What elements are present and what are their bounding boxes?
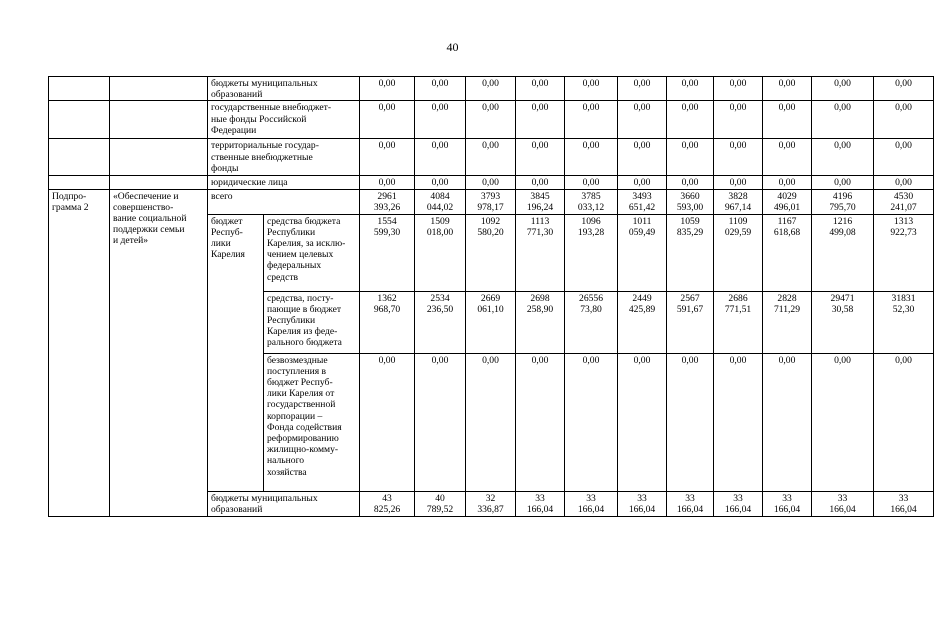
value-text: 3660 593,00 bbox=[676, 190, 704, 213]
value-text: 4029 496,01 bbox=[773, 190, 801, 213]
value-cell bbox=[415, 189, 466, 214]
value-text: 0,00 bbox=[834, 78, 851, 89]
value-cell bbox=[415, 291, 466, 353]
value-text: 2828 711,29 bbox=[774, 292, 801, 315]
value-cell bbox=[360, 139, 415, 176]
value-cell bbox=[516, 353, 565, 491]
value-cell bbox=[565, 353, 618, 491]
value-cell bbox=[516, 77, 565, 101]
source-label: средства, посту- пающие в бюджет Республики Карелия из феде- рального бюджета bbox=[264, 291, 360, 353]
value-cell bbox=[874, 291, 934, 353]
value-cell bbox=[763, 353, 812, 491]
value-cell bbox=[667, 491, 714, 516]
subprogram-name: «Обеспечение и совершенство- вание социальной поддержки семьи и детей» bbox=[110, 189, 208, 516]
value-cell bbox=[516, 101, 565, 139]
value-text: 0,00 bbox=[895, 102, 912, 114]
value-cell bbox=[565, 77, 618, 101]
value-text: 1092 580,20 bbox=[477, 215, 504, 238]
source-label: безвозмездные поступления в бюджет Респуб- лики Карелия от государственной корпорации – Фонда содействия реформированию жилищно-комму- нального хозяйства bbox=[264, 353, 360, 491]
value-cell bbox=[415, 139, 466, 176]
value-text: 33 166,04 bbox=[890, 492, 917, 515]
value-text: 2961 393,26 bbox=[373, 190, 401, 213]
value-text: 0,00 bbox=[378, 78, 396, 89]
value-text: 0,00 bbox=[582, 78, 600, 89]
value-cell bbox=[618, 77, 667, 101]
table-row bbox=[49, 77, 934, 101]
value-cell bbox=[360, 491, 415, 516]
value-cell bbox=[812, 189, 874, 214]
value-text: 0,00 bbox=[834, 177, 851, 189]
value-cell bbox=[415, 214, 466, 291]
value-cell bbox=[812, 353, 874, 491]
value-text: 0,00 bbox=[531, 140, 549, 152]
value-text: 0,00 bbox=[378, 177, 396, 189]
value-text: 0,00 bbox=[681, 102, 699, 114]
value-text: 33 166,04 bbox=[676, 492, 704, 515]
value-text: 0,00 bbox=[681, 354, 699, 366]
value-cell bbox=[466, 176, 516, 189]
value-text: 0,00 bbox=[633, 102, 651, 114]
value-cell bbox=[763, 189, 812, 214]
value-text: 40 789,52 bbox=[426, 492, 454, 515]
value-cell bbox=[667, 176, 714, 189]
value-text: 1167 618,68 bbox=[773, 215, 801, 238]
table-row bbox=[49, 139, 934, 176]
value-cell bbox=[360, 101, 415, 139]
value-text: 1096 193,28 bbox=[577, 215, 605, 238]
value-text: 33 166,04 bbox=[628, 492, 656, 515]
value-cell bbox=[565, 101, 618, 139]
value-cell bbox=[565, 189, 618, 214]
value-text: 1113 771,30 bbox=[526, 215, 554, 238]
value-cell bbox=[415, 77, 466, 101]
value-cell bbox=[714, 291, 763, 353]
value-text: 0,00 bbox=[633, 140, 651, 152]
value-text: 3785 033,12 bbox=[577, 190, 605, 213]
value-text: 0,00 bbox=[378, 140, 396, 152]
value-text: 0,00 bbox=[834, 102, 851, 114]
value-cell bbox=[516, 291, 565, 353]
value-cell bbox=[618, 189, 667, 214]
value-cell bbox=[360, 189, 415, 214]
value-cell bbox=[667, 291, 714, 353]
value-cell bbox=[565, 491, 618, 516]
value-cell bbox=[874, 176, 934, 189]
value-text: 0,00 bbox=[778, 140, 796, 152]
value-cell bbox=[360, 353, 415, 491]
source-label: государственные внебюджет- ные фонды Российской Федерации bbox=[208, 101, 360, 139]
value-text: 0,00 bbox=[482, 78, 499, 89]
value-cell bbox=[360, 214, 415, 291]
value-cell bbox=[415, 176, 466, 189]
value-cell bbox=[812, 176, 874, 189]
source-label: бюджеты муниципальных образований bbox=[208, 491, 360, 516]
page-number: 40 bbox=[446, 40, 459, 54]
value-text: 0,00 bbox=[778, 354, 796, 366]
value-cell bbox=[714, 189, 763, 214]
value-text: 0,00 bbox=[895, 354, 912, 366]
value-cell bbox=[763, 214, 812, 291]
value-text: 2449 425,89 bbox=[628, 292, 656, 315]
value-text: 0,00 bbox=[378, 354, 396, 366]
value-text: 2534 236,50 bbox=[426, 292, 454, 315]
value-text: 1313 922,73 bbox=[890, 215, 917, 238]
value-cell bbox=[466, 353, 516, 491]
value-text: 0,00 bbox=[834, 140, 851, 152]
karelia-budget-label: бюджет Респуб- лики Карелия bbox=[208, 214, 264, 491]
value-cell bbox=[667, 214, 714, 291]
value-cell bbox=[874, 491, 934, 516]
value-cell bbox=[874, 214, 934, 291]
value-cell bbox=[763, 139, 812, 176]
source-label: бюджеты муниципальных образований bbox=[208, 77, 360, 101]
value-cell bbox=[360, 77, 415, 101]
value-cell bbox=[714, 353, 763, 491]
value-text: 0,00 bbox=[633, 78, 651, 89]
value-text: 0,00 bbox=[582, 140, 600, 152]
value-cell bbox=[565, 139, 618, 176]
value-cell bbox=[618, 291, 667, 353]
value-cell bbox=[618, 176, 667, 189]
value-text: 4196 795,70 bbox=[829, 190, 856, 213]
value-cell bbox=[763, 176, 812, 189]
source-label: юридические лица bbox=[208, 176, 360, 189]
value-cell bbox=[466, 491, 516, 516]
subprogram-number: Подпро- грамма 2 bbox=[49, 189, 110, 516]
value-text: 0,00 bbox=[681, 78, 699, 89]
value-cell bbox=[714, 139, 763, 176]
value-cell bbox=[516, 491, 565, 516]
source-label: средства бюджета Республики Карелия, за исклю- чением целевых федеральных средств bbox=[264, 214, 360, 291]
value-cell bbox=[466, 139, 516, 176]
value-text: 0,00 bbox=[378, 102, 396, 114]
value-cell bbox=[812, 139, 874, 176]
value-cell bbox=[763, 101, 812, 139]
value-cell bbox=[618, 491, 667, 516]
budget-table bbox=[48, 76, 934, 517]
value-cell bbox=[516, 139, 565, 176]
value-cell bbox=[618, 214, 667, 291]
value-text: 0,00 bbox=[633, 177, 651, 189]
value-cell bbox=[565, 214, 618, 291]
value-cell bbox=[667, 77, 714, 101]
value-cell bbox=[466, 214, 516, 291]
value-text: 33 166,04 bbox=[773, 492, 801, 515]
value-text: 3845 196,24 bbox=[526, 190, 554, 213]
table-row bbox=[49, 189, 934, 214]
source-label: всего bbox=[208, 189, 360, 214]
value-cell bbox=[874, 101, 934, 139]
value-cell bbox=[874, 353, 934, 491]
table-row bbox=[49, 101, 934, 139]
value-cell bbox=[874, 139, 934, 176]
value-cell bbox=[667, 353, 714, 491]
value-text: 0,00 bbox=[729, 78, 747, 89]
value-text: 0,00 bbox=[834, 354, 851, 366]
value-text: 0,00 bbox=[895, 177, 912, 189]
source-label: территориальные государ- ственные внебюджетные фонды bbox=[208, 139, 360, 176]
value-text: 0,00 bbox=[482, 177, 499, 189]
value-cell bbox=[812, 291, 874, 353]
value-text: 33 166,04 bbox=[526, 492, 554, 515]
value-text: 0,00 bbox=[778, 78, 796, 89]
value-cell bbox=[763, 77, 812, 101]
value-cell bbox=[714, 176, 763, 189]
value-text: 1011 059,49 bbox=[628, 215, 656, 238]
value-cell bbox=[466, 77, 516, 101]
value-text: 0,00 bbox=[681, 140, 699, 152]
value-cell bbox=[714, 101, 763, 139]
value-cell bbox=[714, 77, 763, 101]
value-text: 0,00 bbox=[482, 102, 499, 114]
value-cell bbox=[618, 101, 667, 139]
value-text: 0,00 bbox=[778, 177, 796, 189]
value-cell bbox=[763, 491, 812, 516]
value-text: 26556 73,80 bbox=[579, 292, 603, 315]
value-text: 0,00 bbox=[729, 354, 747, 366]
value-text: 29471 30,58 bbox=[830, 292, 855, 315]
value-text: 2567 591,67 bbox=[676, 292, 704, 315]
value-cell bbox=[360, 176, 415, 189]
value-cell bbox=[812, 77, 874, 101]
value-text: 32 336,87 bbox=[477, 492, 504, 515]
value-text: 0,00 bbox=[729, 140, 747, 152]
value-cell bbox=[415, 101, 466, 139]
value-cell bbox=[565, 291, 618, 353]
table-row bbox=[49, 176, 934, 189]
value-cell bbox=[466, 291, 516, 353]
value-cell bbox=[714, 214, 763, 291]
value-text: 0,00 bbox=[531, 177, 549, 189]
value-text: 0,00 bbox=[778, 102, 796, 114]
value-text: 0,00 bbox=[895, 140, 912, 152]
value-text: 0,00 bbox=[531, 78, 549, 89]
value-text: 0,00 bbox=[729, 177, 747, 189]
value-cell bbox=[516, 176, 565, 189]
value-text: 0,00 bbox=[729, 102, 747, 114]
value-text: 3493 651,42 bbox=[628, 190, 656, 213]
value-text: 3793 978,17 bbox=[477, 190, 504, 213]
value-text: 0,00 bbox=[482, 354, 499, 366]
value-text: 0,00 bbox=[582, 354, 600, 366]
value-text: 0,00 bbox=[531, 354, 549, 366]
value-text: 0,00 bbox=[531, 102, 549, 114]
value-cell bbox=[667, 101, 714, 139]
value-text: 3828 967,14 bbox=[724, 190, 752, 213]
value-cell bbox=[516, 189, 565, 214]
value-cell bbox=[516, 214, 565, 291]
value-text: 1509 018,00 bbox=[426, 215, 454, 238]
value-text: 0,00 bbox=[895, 78, 912, 89]
value-text: 0,00 bbox=[681, 177, 699, 189]
value-text: 43 825,26 bbox=[373, 492, 401, 515]
value-cell bbox=[360, 291, 415, 353]
value-text: 1216 499,08 bbox=[829, 215, 856, 238]
value-cell bbox=[466, 101, 516, 139]
value-text: 0,00 bbox=[633, 354, 651, 366]
value-text: 1362 968,70 bbox=[373, 292, 401, 315]
value-cell bbox=[415, 491, 466, 516]
value-text: 0,00 bbox=[431, 140, 449, 152]
value-text: 0,00 bbox=[582, 177, 600, 189]
value-text: 4084 044,02 bbox=[426, 190, 454, 213]
value-text: 33 166,04 bbox=[724, 492, 752, 515]
value-cell bbox=[714, 491, 763, 516]
value-text: 0,00 bbox=[582, 102, 600, 114]
value-cell bbox=[415, 353, 466, 491]
value-text: 2698 258,90 bbox=[526, 292, 554, 315]
value-text: 1059 835,29 bbox=[676, 215, 704, 238]
value-text: 33 166,04 bbox=[829, 492, 856, 515]
value-cell bbox=[667, 189, 714, 214]
value-cell bbox=[874, 189, 934, 214]
value-text: 0,00 bbox=[482, 140, 499, 152]
value-cell bbox=[874, 77, 934, 101]
value-text: 0,00 bbox=[431, 102, 449, 114]
value-cell bbox=[618, 139, 667, 176]
value-text: 2686 771,51 bbox=[724, 292, 752, 315]
value-cell bbox=[618, 353, 667, 491]
value-cell bbox=[763, 291, 812, 353]
value-text: 31831 52,30 bbox=[891, 292, 916, 315]
value-cell bbox=[565, 176, 618, 189]
value-text: 1554 599,30 bbox=[373, 215, 401, 238]
value-text: 2669 061,10 bbox=[477, 292, 504, 315]
value-text: 1109 029,59 bbox=[724, 215, 752, 238]
value-text: 33 166,04 bbox=[577, 492, 605, 515]
value-text: 4530 241,07 bbox=[890, 190, 917, 213]
value-cell bbox=[812, 491, 874, 516]
value-text: 0,00 bbox=[431, 177, 449, 189]
value-text: 0,00 bbox=[431, 78, 449, 89]
value-text: 0,00 bbox=[431, 354, 449, 366]
value-cell bbox=[812, 101, 874, 139]
value-cell bbox=[667, 139, 714, 176]
value-cell bbox=[812, 214, 874, 291]
value-cell bbox=[466, 189, 516, 214]
